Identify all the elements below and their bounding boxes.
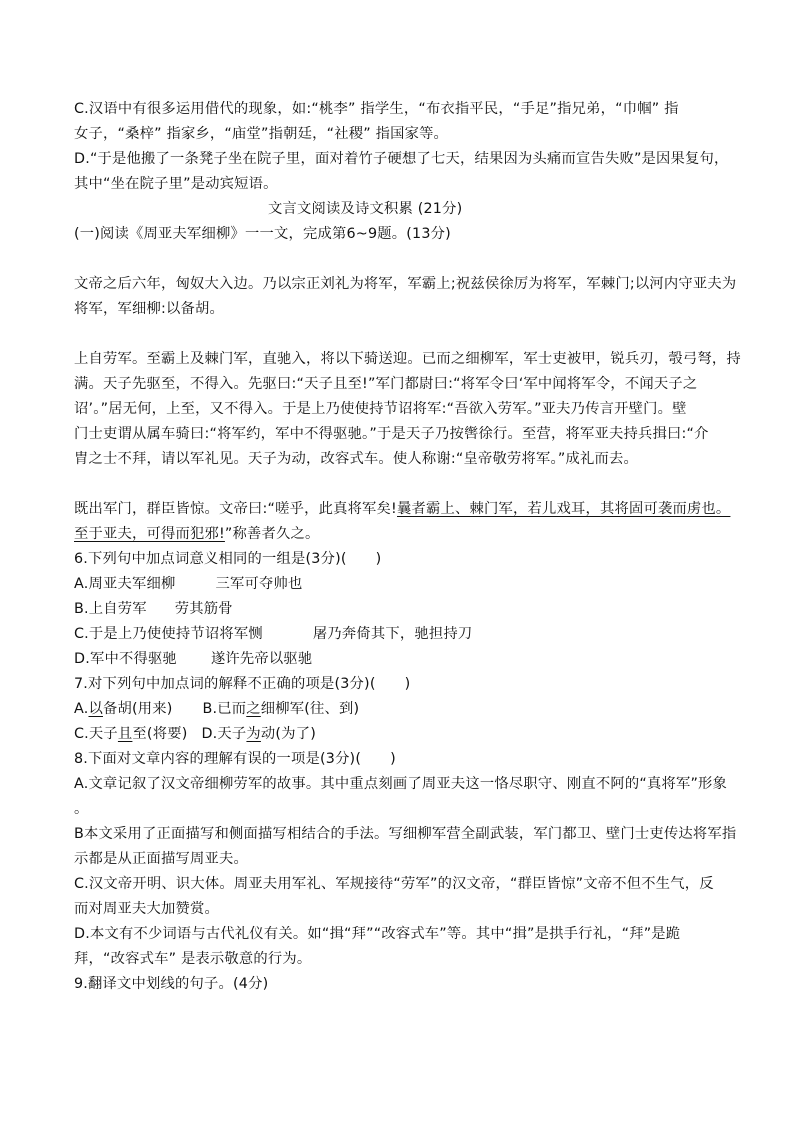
q6-option-c — [74, 622, 734, 647]
q8-option-d: D.本文有不少词语与古代礼仪有关。如“揖“拜”“改容式车”等。其中“揖”是拱手行礼，“拜”是跪 — [74, 926, 681, 942]
document-page — [74, 97, 741, 997]
q7-options-cd — [74, 722, 734, 747]
option-text: 屠乃奔倚其下，驰担持刀 — [312, 626, 473, 642]
underlined-sentence: 曩者霸上、棘门军，若儿戏耳，其将固可袭而虏也。 — [397, 501, 731, 517]
option-text: A.周亚夫军细柳 — [74, 576, 176, 592]
dotted-word: 为 — [246, 726, 261, 742]
option-text: 备胡(用来) — [102, 701, 173, 717]
q7-options-ab — [74, 697, 734, 722]
option-text: B.上自劳军 — [74, 601, 147, 617]
q8-option-c: C.汉文帝开明、识大体。周亚夫用军礼、军规接待“劳军”的汉文帝，“群臣皆惊”文帝不但不生气，反 — [74, 876, 714, 892]
question-6-stem: 6.下列句中加点词意义相同的一组是(3分)( ) — [74, 551, 382, 567]
q8-option-c: 而对周亚夫大加赞赏。 — [74, 901, 219, 917]
option-d-line: D.“于是他搬了一条凳子坐在院子里，面对着竹子硬想了七天，结果因为头痛而宣告失败”是因果复句， — [74, 151, 729, 167]
q8-option-b: B本文采用了正面描写和侧面描写相结合的手法。写细柳军营全副武装，军门都卫、壁门士吏传达将军指 — [74, 826, 737, 842]
q6-option-d — [74, 647, 734, 672]
question-9-stem: 9.翻译文中划线的句子。(4分) — [74, 976, 269, 992]
dotted-word: 以 — [88, 701, 103, 717]
option-text: 至(将要) — [132, 726, 188, 742]
option-text: 遂许先帝以驱驰 — [210, 651, 313, 667]
passage-line — [74, 497, 734, 522]
option-text: 劳其筋骨 — [174, 601, 233, 617]
option-text: C.天子 — [74, 726, 118, 742]
question-8-stem: 8.下面对文章内容的理解有误的一项是(3分)( ) — [74, 751, 396, 767]
blank-line — [74, 472, 734, 497]
subsection-title: (一)阅读《周亚夫军细柳》一一文，完成第6~9题。(13分) — [74, 226, 451, 242]
passage-line — [74, 522, 734, 547]
passage-line: 诏’。”居无何，上至，又不得入。于是上乃使使持节诏将军:“吾欲入劳军。”亚夫乃传言开壁门。壁 — [74, 401, 687, 417]
passage-line: 将军，军细柳:以备胡。 — [74, 301, 224, 317]
option-text: C.于是上乃使使持节诏将军恻 — [74, 626, 263, 642]
option-c-line: C.汉语中有很多运用借代的现象，如:“桃李” 指学生，“布衣指平民，“手足”指兄弟，“巾帼” 指 — [74, 101, 679, 117]
passage-line: 文帝之后六年，匈奴大入边。乃以宗正刘礼为将军，军霸上;祝兹侯徐厉为将军，军棘门;以河内守亚夫为 — [74, 276, 737, 292]
option-c-line: 女子，“桑梓” 指家乡，“庙堂”指朝廷，“社稷” 指国家等。 — [74, 126, 449, 142]
passage-line: 胄之士不拜，请以军礼见。天子为动，改容式车。使人称谢:“皇帝敬劳将军。”成礼而去。 — [74, 451, 638, 467]
passage-text: ”称善者久之。 — [224, 526, 320, 542]
passage-line: 满。天子先驱至，不得入。先驱曰:“天子且至!”军门都尉曰:“将军令曰‘军中闻将军令，不闻天子之 — [74, 376, 698, 392]
blank-line — [74, 247, 734, 272]
option-d-line: 其中“坐在院子里”是动宾短语。 — [74, 176, 278, 192]
q8-option-a: 。 — [74, 801, 89, 817]
q6-option-b — [74, 597, 734, 622]
q8-option-b: 示都是从正面描写周亚夫。 — [74, 851, 248, 867]
q8-option-a: A.文章记叙了汉文帝细柳劳军的故事。其中重点刻画了周亚夫这一恪尽职守、刚直不阿的“真将军”形象 — [74, 776, 728, 792]
option-text: 细柳军(往、到) — [260, 701, 360, 717]
option-text: 动(为了) — [260, 726, 316, 742]
dotted-word: 之 — [246, 701, 261, 717]
blank-line — [74, 322, 734, 347]
q8-option-d: 拜，“改容式车” 是表示敬意的行为。 — [74, 951, 312, 967]
option-text: A. — [74, 701, 89, 717]
option-text: 三军可夺帅也 — [215, 576, 303, 592]
dotted-word: 且 — [117, 726, 133, 742]
passage-text: 既出军门，群臣皆惊。文帝曰:“嗟乎，此真将军矣! — [74, 501, 397, 517]
option-text: D.军中不得驱驰 — [74, 651, 177, 667]
section-title: 文言文阅读及诗文积累 (21分) — [268, 201, 463, 217]
passage-line: 门士吏谓从属车骑曰:“将军约，军中不得驱驰。”于是天子乃按辔徐行。至营，将军亚夫持兵揖曰:“介 — [74, 426, 709, 442]
question-7-stem: 7.对下列句中加点词的解释不正确的项是(3分)( ) — [74, 676, 411, 692]
passage-line: 上自劳军。至霸上及棘门军，直驰入，将以下骑送迎。已而之细柳军，军士吏被甲，锐兵刃，彀弓弩，持 — [74, 351, 741, 367]
option-text: B.已而 — [202, 701, 247, 717]
q6-option-a — [74, 572, 734, 597]
option-text: D.天子 — [201, 726, 247, 742]
underlined-sentence: 至于亚夫，可得而犯邪! — [74, 526, 225, 542]
